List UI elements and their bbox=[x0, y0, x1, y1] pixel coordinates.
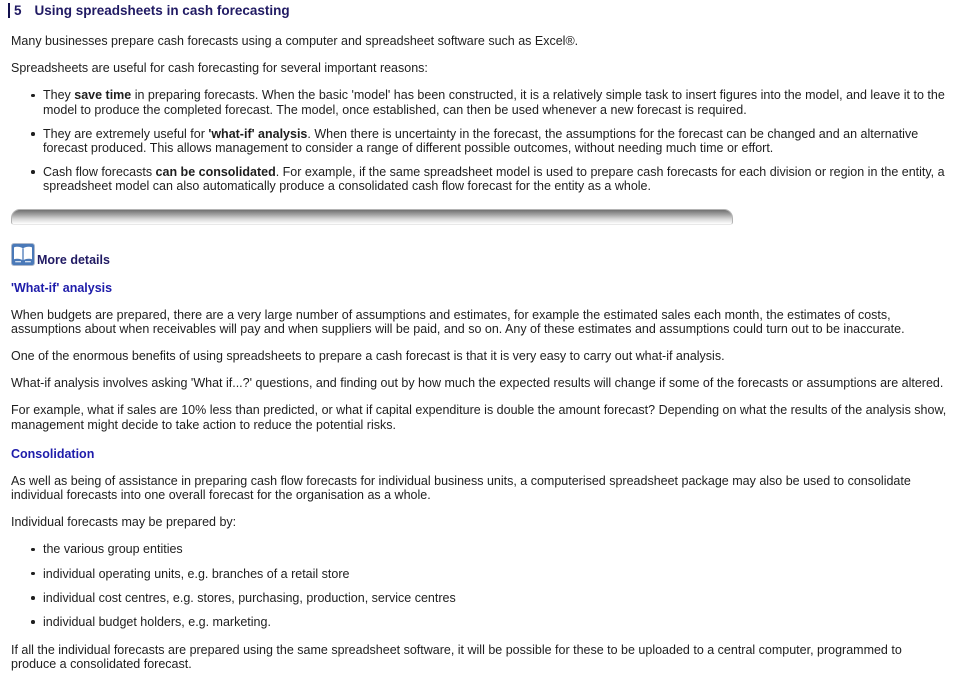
section-heading bbox=[11, 3, 947, 18]
list-item: Cash flow forecasts can be consolidated. For example, if the same spreadsheet model is used to prepare cash forecasts for each division or region in the entity, a spreadsheet model can also automatically produce a consolidated cash flow forecast for the entity as a whole. bbox=[31, 165, 947, 193]
open-book-icon bbox=[11, 243, 35, 266]
list-item: They are extremely useful for 'what-if' analysis. When there is uncertainty in the forecast, the assumptions for the forecast can be changed and an alternative forecast produced. This allows management to consider a range of different possible outcomes, without needing much time or effort. bbox=[31, 127, 947, 155]
section-divider bbox=[11, 209, 733, 225]
list-item: individual cost centres, e.g. stores, purchasing, production, service centres bbox=[31, 591, 947, 605]
paragraph: Many businesses prepare cash forecasts using a computer and spreadsheet software such as Excel®. bbox=[11, 34, 579, 48]
subheading-what-if: 'What-if' analysis bbox=[11, 280, 113, 295]
section-number: 5 bbox=[14, 3, 22, 18]
list-item: individual budget holders, e.g. marketing. bbox=[31, 615, 947, 629]
list-item: the various group entities bbox=[31, 542, 947, 556]
list-item: They save time in preparing forecasts. When the basic 'model' has been constructed, it is a relatively simple task to insert figures into the model, and leave it to the model to produce the completed forecast. The model, once established, can then be used whenever a new forecast is required. bbox=[31, 88, 947, 116]
more-details-toggle[interactable] bbox=[11, 243, 947, 266]
list-item: individual operating units, e.g. branches of a retail store bbox=[31, 567, 947, 581]
paragraph: If all the individual forecasts are prepared using the same spreadsheet software, it will be possible for these to be uploaded to a central computer, programmed to produce a consolidated forecast. bbox=[11, 643, 902, 672]
paragraph: One of the enormous benefits of using spreadsheets to prepare a cash forecast is that it is very easy to carry out what-if analysis. bbox=[11, 349, 725, 364]
paragraph: Spreadsheets are useful for cash forecasting for several important reasons: bbox=[11, 61, 428, 76]
paragraph: What-if analysis involves asking 'What if...?' questions, and finding out by how much the expected results will change if some of the forecasts or assumptions are altered. bbox=[11, 376, 944, 391]
reasons-list bbox=[11, 88, 947, 193]
paragraph: Individual forecasts may be prepared by: bbox=[11, 515, 237, 530]
caret-bar bbox=[8, 3, 10, 18]
paragraph: As well as being of assistance in preparing cash flow forecasts for individual business units, a computerised spreadsheet package may also be used to consolidate individual forecasts into one overall forecast for the organisation as a whole. bbox=[11, 473, 911, 503]
forecast-preparers-list bbox=[11, 542, 947, 629]
more-details-label: More details bbox=[37, 252, 110, 267]
paragraph: When budgets are prepared, there are a very large number of assumptions and estimates, for example the estimated sales each month, the estimates of costs, assumptions about when receivables will pay and when suppliers will be paid, and so on. Any of these estimates and assumptions could turn out to be inaccurate. bbox=[11, 307, 905, 336]
paragraph: For example, what if sales are 10% less than predicted, or what if capital expenditure is double the amount forecast? Depending on what the results of the analysis show, management might decide to take action to reduce the potential risks. bbox=[11, 403, 947, 432]
subheading-consolidation: Consolidation bbox=[11, 446, 95, 461]
section-title: Using spreadsheets in cash forecasting bbox=[34, 3, 290, 18]
